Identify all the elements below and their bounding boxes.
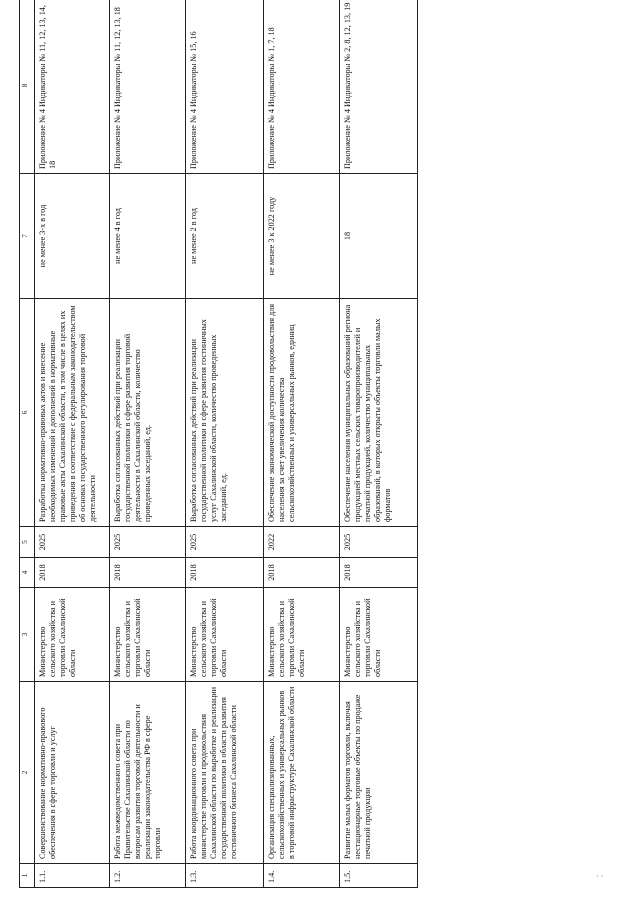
indicator-link: Приложение № 4 Индикаторы № 15, 16 [186,0,264,174]
target-value: не менее 2 в год [186,174,264,299]
event-name: Совершенствование нормативно-правового обеспечения в сфере торговли и услуг [35,682,110,864]
start-year: 2018 [186,558,264,588]
executor: Министерство сельского хозяйства и торговли Сахалинской области [110,588,186,682]
end-year: 2025 [186,527,264,558]
indicator-link: Приложение № 4 Индикаторы № 2, 8, 12, 13, 19 [340,0,418,174]
indicator-link: Приложение № 4 Индикаторы № 11, 12, 13, 18 [110,0,186,174]
executor: Министерство сельского хозяйства и торговли Сахалинской области [340,588,418,682]
header-cell: 7 [20,174,35,299]
indicator-link: Приложение № 4 Индикаторы № 1, 7, 18 [264,0,340,174]
table-row [186,0,264,888]
target-value: не менее 4 в год [110,174,186,299]
expected-result: Обеспечение населения муниципальных образований региона продукцией местных сельских товаропроизводителей и печатной продукцией, количество муниципальных образований, в которых открыты объекты торговли малых форматов [340,299,418,527]
start-year: 2018 [340,558,418,588]
row-number: 1.4. [264,864,340,888]
event-name: Развитие малых форматов торговли, включая нестационарные торговые объекты по продаже печатной продукции [340,682,418,864]
event-name: Работа координационного совета при министерстве торговли и продовольствия Сахалинской области по выработке и реализации государственной политики в области развития гостиничного бизнеса Сахалинской области [186,682,264,864]
indicator-link: Приложение № 4 Индикаторы № 11, 12, 13, 14, 18 [35,0,110,174]
executor: Министерство сельского хозяйства и торговли Сахалинской области [186,588,264,682]
header-cell: 4 [20,558,35,588]
end-year: 2022 [264,527,340,558]
header-cell: 1 [20,864,35,888]
table-header-row [20,0,35,888]
table-row [35,0,110,888]
header-cell: 8 [20,0,35,174]
rotated-table-container [19,0,418,888]
target-value: не менее 3 к 2022 году [264,174,340,299]
expected-result: Выработка согласованных действий при реализации государственной политики в сфере развития гостиничных услуг Сахалинской области, количество проведенных заседаний, ед. [186,299,264,527]
event-name: Работа межведомственного совета при Правительстве Сахалинской области по вопросам развития торговой деятельности и реализации законодательства РФ в сфере торговли [110,682,186,864]
row-number: 1.5. [340,864,418,888]
table-row [264,0,340,888]
executor: Министерство сельского хозяйства и торговли Сахалинской области [35,588,110,682]
executor: Министерство сельского хозяйства и торговли Сахалинской области [264,588,340,682]
end-year: 2025 [35,527,110,558]
end-year: 2025 [110,527,186,558]
target-value: 18 [340,174,418,299]
start-year: 2018 [264,558,340,588]
measures-table [19,0,418,888]
target-value: не менее 3-х в год [35,174,110,299]
header-cell: 6 [20,299,35,527]
end-year: 2025 [340,527,418,558]
table-row [110,0,186,888]
header-cell: 3 [20,588,35,682]
row-number: 1.1. [35,864,110,888]
expected-result: Выработка согласованных действий при реализации государственной политики в сфере развития торговой деятельности в Сахалинской области, количество проведенных заседаний, ед. [110,299,186,527]
row-number: 1.2. [110,864,186,888]
start-year: 2018 [35,558,110,588]
start-year: 2018 [110,558,186,588]
table-row [340,0,418,888]
header-cell: 5 [20,527,35,558]
event-name: Организация специализированных, сельскохозяйственных и универсальных рынков в торговой инфраструктуре Сахалинской области [264,682,340,864]
header-cell: 2 [20,682,35,864]
row-number: 1.3. [186,864,264,888]
scan-mark: · · [596,872,604,881]
expected-result: Разработка нормативно-правовых актов и внесение необходимых изменений и дополнений в нормативные правовые акты Сахалинской области, в том числе в целях их приведения в соответствие с федеральным законодательством об основах государственного регулирования торговой деятельности [35,299,110,527]
expected-result: Обеспечение экономической доступности продовольствия для населения за счет увеличения количества сельскохозяйственных и универсальных рынков, единиц [264,299,340,527]
